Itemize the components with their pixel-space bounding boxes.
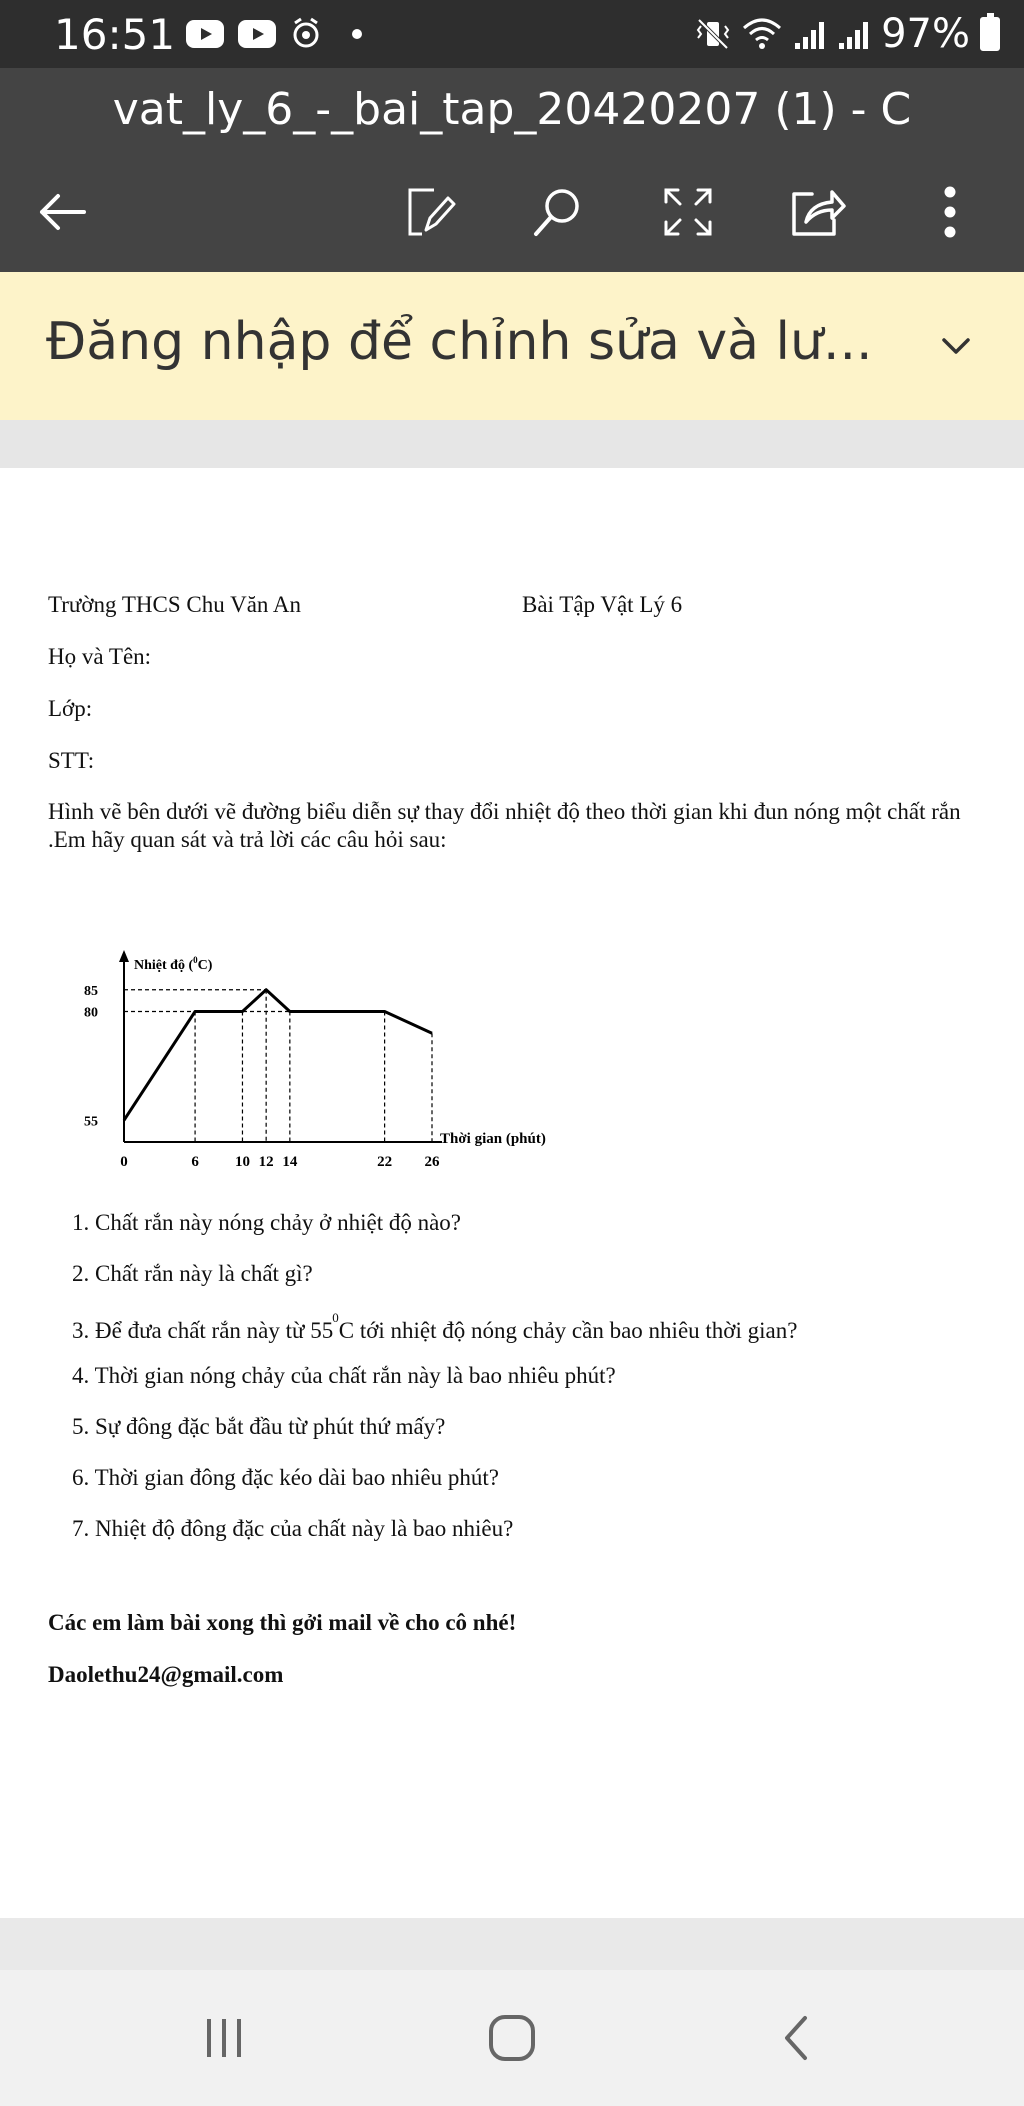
battery-icon — [980, 17, 1000, 51]
status-indicators — [695, 10, 1000, 58]
class-label: Lớp: — [48, 696, 93, 721]
vibrate-icon — [695, 16, 731, 52]
y-axis-label: Nhiệt độ ($^0$C) — [134, 955, 213, 973]
x-tick-label: 26 — [424, 1154, 440, 1168]
notification-icons — [186, 14, 362, 54]
question-item — [72, 1310, 992, 1361]
contact-email[interactable]: Daolethu24@gmail.com — [48, 1662, 284, 1687]
intro-paragraph: Hình vẽ bên dưới vẽ đường biểu diễn sự thay đổi nhiệt độ theo thời gian khi đun nóng một chất rắn .Em hãy quan sát và trả lời các câu hỏi sau: — [48, 799, 961, 852]
closing-note: Các em làm bài xong thì gởi mail về cho cô nhé! — [48, 1610, 517, 1635]
subject-title: Bài Tập Vật Lý 6 — [522, 592, 683, 617]
system-nav-bar — [0, 1970, 1024, 2106]
question-item: 5. Sự đông đặc bắt đầu từ phút thứ mấy? — [72, 1414, 446, 1439]
question-3-end: C tới nhiệt độ nóng chảy cần bao nhiêu thời gian? — [338, 1318, 798, 1343]
status-bar — [0, 0, 1024, 68]
name-label: Họ và Tên: — [48, 644, 152, 669]
more-icon[interactable] — [918, 180, 982, 244]
signin-banner-text: Đăng nhập để chỉnh sửa và lư... — [46, 312, 873, 372]
y-axis-arrow — [119, 950, 129, 962]
stt-label: STT: — [48, 748, 95, 773]
question-item: 7. Nhiệt độ đông đặc của chất này là bao nhiêu? — [72, 1516, 514, 1541]
signal-icon — [837, 17, 871, 51]
x-tick-label: 12 — [258, 1154, 274, 1168]
edit-icon[interactable] — [398, 180, 462, 244]
x-tick-label: 14 — [282, 1154, 298, 1168]
youtube-icon — [238, 20, 276, 48]
y-tick-label: 80 — [84, 1005, 98, 1021]
status-time: 16:51 — [54, 10, 176, 59]
question-item: 2. Chất rắn này là chất gì? — [72, 1261, 313, 1286]
chevron-down-icon[interactable] — [928, 318, 984, 374]
fullscreen-icon[interactable] — [656, 180, 720, 244]
recent-apps-icon[interactable] — [184, 2000, 264, 2076]
back-arrow-icon[interactable] — [30, 180, 94, 244]
x-tick-label: 22 — [377, 1154, 393, 1168]
school-name: Trường THCS Chu Văn An — [48, 592, 301, 617]
signin-banner[interactable] — [0, 272, 1024, 420]
temperature-line — [124, 990, 432, 1121]
search-icon[interactable] — [526, 180, 590, 244]
question-item: 6. Thời gian đông đặc kéo dài bao nhiêu phút? — [72, 1465, 499, 1490]
x-tick-label: 6 — [191, 1154, 199, 1168]
document-title: vat_ly_6_-_bai_tap_20420207 (1) - C — [112, 84, 912, 135]
question-3-start: 3. Để đưa chất rắn này từ 55 — [72, 1318, 334, 1343]
question-item: 4. Thời gian nóng chảy của chất rắn này là bao nhiêu phút? — [72, 1363, 616, 1388]
signal-icon — [793, 17, 827, 51]
temperature-chart — [70, 948, 590, 1168]
degree-superscript: 0 — [332, 1310, 339, 1325]
home-icon[interactable] — [472, 2000, 552, 2076]
y-tick-label: 55 — [84, 1114, 98, 1130]
more-notifications-icon — [352, 29, 362, 39]
question-item: 1. Chất rắn này nóng chảy ở nhiệt độ nào? — [72, 1210, 462, 1235]
wifi-icon — [741, 16, 783, 52]
question-list — [72, 1208, 992, 1565]
x-axis-label: Thời gian (phút) — [440, 1131, 546, 1147]
share-icon[interactable] — [786, 180, 850, 244]
page-gap — [0, 420, 1024, 468]
document-page — [0, 468, 1024, 1918]
x-tick-label: 10 — [234, 1154, 250, 1168]
y-tick-label: 85 — [84, 983, 98, 999]
alarm-icon — [290, 15, 322, 53]
x-tick-label: 0 — [120, 1154, 128, 1168]
battery-percent: 97% — [881, 11, 970, 57]
youtube-icon — [186, 20, 224, 48]
back-icon[interactable] — [758, 2000, 838, 2076]
app-bar — [0, 68, 1024, 272]
